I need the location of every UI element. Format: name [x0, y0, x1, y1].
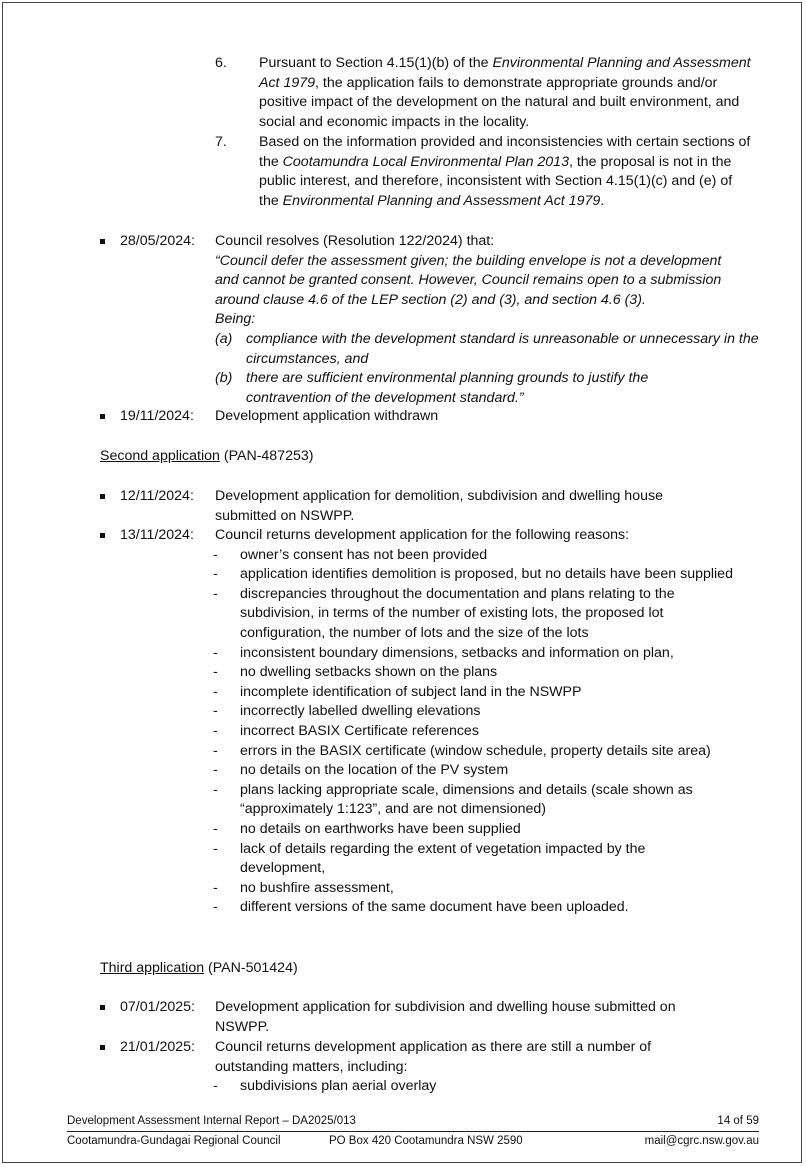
- heading-label: Third application: [100, 960, 205, 976]
- entry-text: Development application withdrawn: [215, 408, 439, 424]
- item-number: 6.: [215, 55, 227, 71]
- text-run: Pursuant to Section 4.15(1)(b) of the: [259, 55, 493, 71]
- timeline-entry-second-returned: [100, 526, 760, 918]
- list-item-text: incomplete identification of subject land in the NSWPP: [240, 683, 582, 700]
- dash-marker: -: [213, 703, 218, 720]
- sub-item-label: (a): [215, 330, 233, 347]
- list-item-text: plans lacking appropriate scale, dimensions and details (scale shown as “approximately 1:123”, and are not dimensioned): [240, 781, 693, 818]
- list-item-text: owner’s consent has not been provided: [240, 546, 488, 563]
- page-footer-bottom: [67, 1134, 759, 1149]
- dash-marker: -: [213, 1078, 218, 1095]
- text-run: Based on the information provided and inconsistencies with certain sections of the: [259, 134, 751, 170]
- list-item: [213, 898, 733, 918]
- council-address: PO Box 420 Cootamundra NSW 2590: [329, 1135, 523, 1147]
- list-item-text: errors in the BASIX certificate (window schedule, property details site area): [240, 742, 711, 759]
- dash-marker: -: [213, 644, 218, 661]
- numbered-item-7: [215, 133, 755, 211]
- section-heading-second-application: [100, 447, 313, 467]
- entry-intro: Council returns development application for the following reasons:: [215, 527, 630, 543]
- sub-item-text: there are sufficient environmental planning grounds to justify the contravention of the development standard.”: [246, 370, 649, 406]
- bullet-square: [100, 533, 105, 538]
- entry-date: 13/11/2024:: [120, 527, 194, 543]
- list-item: [213, 840, 733, 879]
- list-item-text: incorrectly labelled dwelling elevations: [240, 703, 481, 720]
- page-number: 14 of 59: [717, 1115, 759, 1127]
- list-item: [213, 761, 733, 781]
- timeline-entry-withdrawn: [100, 407, 760, 427]
- item-text: [259, 133, 755, 211]
- numbered-item-6: [215, 54, 755, 132]
- list-item-text: different versions of the same document have been uploaded.: [240, 899, 629, 916]
- entry-text: [215, 232, 760, 408]
- bullet-square: [100, 494, 105, 499]
- resolution-intro: Council resolves (Resolution 122/2024) that:: [215, 233, 495, 249]
- timeline-entry-resolution: [100, 232, 760, 408]
- act-title: Environmental Planning and Assessment Act 1979: [282, 192, 601, 209]
- report-title: Development Assessment Internal Report – DA2025/013: [67, 1115, 356, 1127]
- list-item: [213, 1077, 760, 1097]
- list-item-text: no details on the location of the PV system: [240, 762, 509, 779]
- entry-date: 07/01/2025:: [120, 999, 195, 1015]
- bullet-square: [100, 239, 105, 244]
- sub-item-a: [215, 330, 760, 369]
- entry-text: Development application for demolition, subdivision and dwelling house submitted on NSWPP.: [215, 488, 663, 524]
- dash-marker: -: [213, 683, 218, 700]
- list-item: [213, 546, 733, 566]
- dash-marker: -: [213, 840, 218, 857]
- list-item: [213, 663, 733, 683]
- document-page: [2, 2, 802, 1163]
- list-item: [213, 781, 733, 820]
- text-run: , the proposal is not in the public interest, and therefore, inconsistent with Section 4.15(1)(c) and (e) of the: [259, 153, 733, 209]
- resolution-quote: “Council defer the assessment given; the building envelope is not a development and cannot be granted consent. However, Council remains open to a submission around clause 4.6 of the LEP section (2) and (3), and section 4.6 (3).: [215, 252, 722, 308]
- entry-date: 12/11/2024:: [120, 488, 194, 504]
- dash-marker: -: [213, 566, 218, 583]
- text-run: .: [600, 192, 605, 209]
- timeline-entry-third-returned: [100, 1038, 760, 1097]
- timeline-entry-third-submitted: [100, 998, 760, 1037]
- act-title: Environmental Planning and Assessment Act 1979: [259, 55, 751, 91]
- item-text: [259, 54, 755, 132]
- section-heading-third-application: [100, 959, 298, 979]
- entry-intro: Council returns development application as there are still a number of outstanding matters, including:: [215, 1039, 652, 1075]
- list-item-text: discrepancies throughout the documentation and plans relating to the subdivision, in terms of the number of existing lots, the proposed lot configuration, the number of lots and the size of the lots: [240, 585, 675, 641]
- timeline-entry-second-submitted: [100, 487, 760, 526]
- dash-marker: -: [213, 899, 218, 916]
- list-item: [213, 820, 733, 840]
- bullet-square: [100, 414, 105, 419]
- lep-title: Cootamundra Local Environmental Plan 2013: [282, 153, 569, 170]
- footer-divider: [67, 1131, 759, 1132]
- heading-label: Second application: [100, 448, 220, 464]
- sub-item-text: compliance with the development standard is unreasonable or unnecessary in the circumstances, and: [246, 330, 759, 367]
- list-item: [213, 702, 733, 722]
- sub-item-b: [215, 369, 706, 408]
- list-item: [213, 683, 733, 703]
- dash-marker: -: [213, 722, 218, 739]
- page-footer-top: [67, 1114, 759, 1129]
- list-item: [213, 742, 733, 762]
- list-item-text: application identifies demolition is proposed, but no details have been supplied: [240, 566, 733, 583]
- list-item-text: inconsistent boundary dimensions, setbacks and information on plan,: [240, 644, 674, 661]
- dash-marker: -: [213, 585, 218, 602]
- dash-marker: -: [213, 820, 218, 837]
- bullet-square: [100, 1045, 105, 1050]
- list-item-text: no dwelling setbacks shown on the plans: [240, 664, 498, 681]
- heading-ref: (PAN-487253): [219, 448, 314, 464]
- list-item-text: lack of details regarding the extent of vegetation impacted by the development,: [240, 840, 646, 877]
- text-run: , the application fails to demonstrate appropriate grounds and/or positive impact of the development on the natural and built environment, and social and economic impacts in the locality.: [259, 74, 740, 130]
- dash-marker: -: [213, 879, 218, 896]
- entry-date: 28/05/2024:: [120, 233, 195, 249]
- bullet-square: [100, 1005, 105, 1010]
- sub-item-label: (b): [215, 370, 233, 387]
- dash-marker: -: [213, 664, 218, 681]
- entry-text: [215, 1038, 760, 1097]
- list-item: [213, 585, 733, 644]
- list-item: [213, 879, 733, 899]
- list-item-text: no details on earthworks have been supplied: [240, 820, 521, 837]
- heading-ref: (PAN-501424): [204, 960, 298, 976]
- list-item-text: incorrect BASIX Certificate references: [240, 722, 479, 739]
- council-email[interactable]: mail@cgrc.nsw.gov.au: [644, 1135, 759, 1147]
- dash-marker: -: [213, 781, 218, 798]
- entry-date: 19/11/2024:: [120, 408, 194, 424]
- entry-text: [215, 526, 760, 918]
- list-item: [213, 565, 733, 585]
- list-item-text: subdivisions plan aerial overlay: [240, 1078, 437, 1095]
- entry-text: Development application for subdivision and dwelling house submitted on NSWPP.: [215, 999, 676, 1035]
- list-item-text: no bushfire assessment,: [240, 879, 394, 896]
- being-label: Being:: [215, 311, 256, 328]
- matters-list: [213, 1077, 760, 1097]
- dash-marker: -: [213, 742, 218, 759]
- reasons-list: [213, 546, 733, 918]
- dash-marker: -: [213, 546, 218, 563]
- item-number: 7.: [215, 134, 227, 150]
- dash-marker: -: [213, 762, 218, 779]
- council-name: Cootamundra-Gundagai Regional Council: [67, 1135, 281, 1147]
- list-item: [213, 644, 733, 664]
- list-item: [213, 722, 733, 742]
- entry-date: 21/01/2025:: [120, 1039, 195, 1055]
